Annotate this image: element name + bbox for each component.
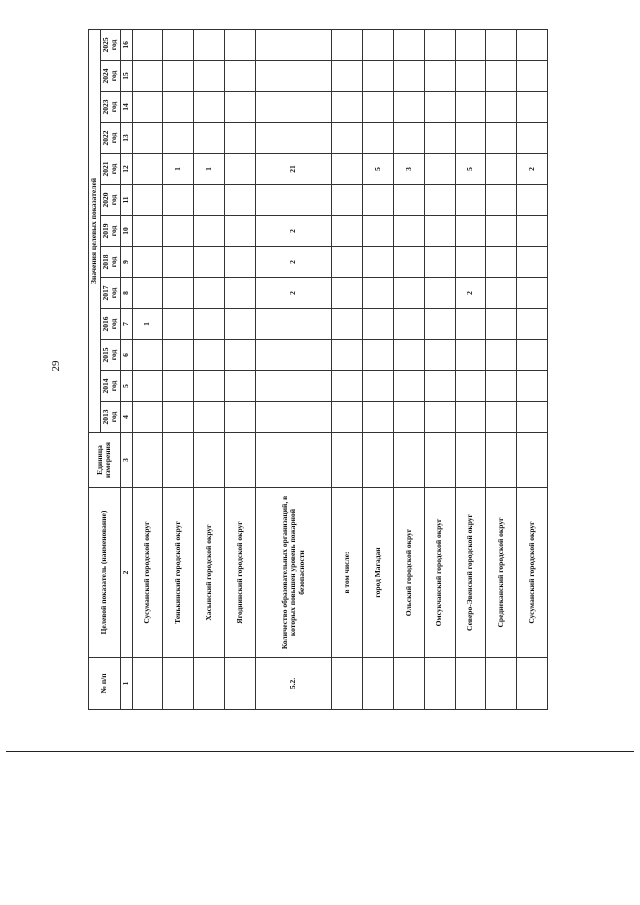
value-cell xyxy=(393,309,424,340)
column-number: 9 xyxy=(120,247,132,278)
value-cell xyxy=(224,92,255,123)
column-number: 4 xyxy=(120,402,132,433)
indicator-table xyxy=(88,29,548,710)
value-cell xyxy=(517,371,548,402)
value-cell xyxy=(486,154,517,185)
value-cell xyxy=(132,278,163,309)
header-year: 2022 год xyxy=(100,123,120,154)
value-cell xyxy=(332,92,363,123)
value-cell xyxy=(455,92,486,123)
value-cell xyxy=(255,92,332,123)
value-cell xyxy=(424,29,455,60)
value-cell xyxy=(455,247,486,278)
unit-cell xyxy=(163,433,194,488)
value-cell xyxy=(424,154,455,185)
unit-cell xyxy=(194,433,225,488)
value-cell xyxy=(486,123,517,154)
row-number xyxy=(194,658,225,710)
value-cell: 21 xyxy=(255,154,332,185)
value-cell xyxy=(393,185,424,216)
row-number xyxy=(224,658,255,710)
value-cell xyxy=(332,185,363,216)
value-cell xyxy=(224,123,255,154)
value-cell xyxy=(455,216,486,247)
value-cell xyxy=(393,92,424,123)
value-cell xyxy=(393,278,424,309)
header-values-group: Значения целевых показателей xyxy=(89,29,101,432)
value-cell xyxy=(224,185,255,216)
value-cell xyxy=(224,402,255,433)
value-cell xyxy=(363,29,394,60)
column-number-row xyxy=(120,29,132,709)
value-cell xyxy=(486,309,517,340)
indicator-name: город Магадан xyxy=(363,488,394,658)
value-cell xyxy=(163,340,194,371)
value-cell xyxy=(194,309,225,340)
value-cell xyxy=(163,61,194,92)
header-row-1 xyxy=(89,29,101,709)
column-number: 5 xyxy=(120,371,132,402)
value-cell xyxy=(393,61,424,92)
value-cell xyxy=(332,371,363,402)
value-cell xyxy=(224,340,255,371)
value-cell xyxy=(224,61,255,92)
header-indicator: Целевой показатель (наименование) xyxy=(89,488,121,658)
unit-cell xyxy=(517,433,548,488)
page-number: 29 xyxy=(50,360,62,372)
value-cell xyxy=(224,247,255,278)
value-cell xyxy=(424,340,455,371)
indicator-name: Хасынский городской округ xyxy=(194,488,225,658)
value-cell xyxy=(332,278,363,309)
value-cell xyxy=(194,216,225,247)
header-year: 2014 год xyxy=(100,371,120,402)
value-cell xyxy=(132,29,163,60)
table-row xyxy=(163,29,194,709)
value-cell xyxy=(424,123,455,154)
value-cell xyxy=(517,92,548,123)
value-cell xyxy=(163,29,194,60)
header-year: 2017 год xyxy=(100,278,120,309)
rotated-table xyxy=(88,30,548,710)
indicator-name: Ольский городской округ xyxy=(393,488,424,658)
value-cell xyxy=(393,371,424,402)
header-year: 2019 год xyxy=(100,216,120,247)
value-cell xyxy=(363,309,394,340)
value-cell xyxy=(255,340,332,371)
value-cell xyxy=(194,340,225,371)
value-cell xyxy=(486,371,517,402)
value-cell xyxy=(255,371,332,402)
value-cell: 2 xyxy=(255,216,332,247)
value-cell: 3 xyxy=(393,154,424,185)
unit-cell xyxy=(455,433,486,488)
table-row xyxy=(393,29,424,709)
value-cell xyxy=(393,402,424,433)
column-number: 7 xyxy=(120,309,132,340)
value-cell xyxy=(424,185,455,216)
value-cell xyxy=(163,371,194,402)
value-cell xyxy=(363,247,394,278)
value-cell xyxy=(255,29,332,60)
value-cell xyxy=(332,154,363,185)
table-row xyxy=(486,29,517,709)
value-cell xyxy=(455,371,486,402)
row-number xyxy=(132,658,163,710)
unit-cell xyxy=(486,433,517,488)
table-row xyxy=(194,29,225,709)
value-cell xyxy=(163,309,194,340)
value-cell xyxy=(517,340,548,371)
unit-cell xyxy=(132,433,163,488)
unit-cell xyxy=(363,433,394,488)
row-number xyxy=(363,658,394,710)
indicator-name: Сусуманский городской округ xyxy=(132,488,163,658)
value-cell xyxy=(255,123,332,154)
value-cell xyxy=(393,247,424,278)
unit-cell xyxy=(255,433,332,488)
row-number xyxy=(486,658,517,710)
value-cell xyxy=(163,216,194,247)
value-cell xyxy=(424,371,455,402)
value-cell xyxy=(194,123,225,154)
value-cell xyxy=(455,185,486,216)
value-cell xyxy=(393,340,424,371)
table-row xyxy=(132,29,163,709)
header-year: 2023 год xyxy=(100,92,120,123)
value-cell xyxy=(332,61,363,92)
value-cell xyxy=(517,247,548,278)
value-cell xyxy=(132,340,163,371)
value-cell xyxy=(163,123,194,154)
value-cell xyxy=(332,123,363,154)
value-cell xyxy=(517,278,548,309)
value-cell xyxy=(132,61,163,92)
value-cell xyxy=(486,247,517,278)
value-cell: 5 xyxy=(455,154,486,185)
value-cell xyxy=(455,309,486,340)
value-cell xyxy=(486,402,517,433)
value-cell xyxy=(517,309,548,340)
indicator-table-container xyxy=(88,30,548,710)
value-cell xyxy=(455,340,486,371)
value-cell xyxy=(163,185,194,216)
indicator-name: Омсукчанский городской округ xyxy=(424,488,455,658)
value-cell xyxy=(363,123,394,154)
value-cell xyxy=(132,216,163,247)
value-cell xyxy=(517,61,548,92)
value-cell: 1 xyxy=(132,309,163,340)
row-number xyxy=(455,658,486,710)
value-cell xyxy=(363,216,394,247)
value-cell xyxy=(132,123,163,154)
value-cell xyxy=(517,123,548,154)
value-cell: 2 xyxy=(255,247,332,278)
header-year: 2015 год xyxy=(100,340,120,371)
table-row xyxy=(363,29,394,709)
header-num: № п/п xyxy=(89,658,121,710)
value-cell xyxy=(332,29,363,60)
value-cell xyxy=(255,185,332,216)
value-cell xyxy=(194,29,225,60)
value-cell: 2 xyxy=(455,278,486,309)
value-cell: 1 xyxy=(194,154,225,185)
value-cell xyxy=(455,123,486,154)
value-cell: 1 xyxy=(163,154,194,185)
value-cell xyxy=(224,29,255,60)
value-cell xyxy=(332,216,363,247)
row-number xyxy=(424,658,455,710)
value-cell xyxy=(424,61,455,92)
value-cell: 2 xyxy=(517,154,548,185)
indicator-name: в том числе: xyxy=(332,488,363,658)
row-number xyxy=(163,658,194,710)
value-cell xyxy=(163,278,194,309)
row-number xyxy=(393,658,424,710)
value-cell xyxy=(255,61,332,92)
value-cell xyxy=(363,92,394,123)
value-cell xyxy=(486,61,517,92)
table-row xyxy=(517,29,548,709)
value-cell xyxy=(486,216,517,247)
value-cell xyxy=(132,185,163,216)
indicator-name: Сусуманский городской округ xyxy=(517,488,548,658)
table-row xyxy=(455,29,486,709)
table-row xyxy=(332,29,363,709)
header-year: 2024 год xyxy=(100,61,120,92)
column-number: 2 xyxy=(120,488,132,658)
value-cell xyxy=(132,371,163,402)
indicator-name: Тенькинский городской округ xyxy=(163,488,194,658)
indicator-name: Количество образовательных организаций, в которых повышен уровень пожарной безопасности xyxy=(255,488,332,658)
unit-cell xyxy=(424,433,455,488)
value-cell xyxy=(332,402,363,433)
row-number xyxy=(517,658,548,710)
value-cell xyxy=(486,185,517,216)
value-cell xyxy=(517,402,548,433)
unit-cell xyxy=(332,433,363,488)
column-number: 10 xyxy=(120,216,132,247)
value-cell xyxy=(194,61,225,92)
table-row xyxy=(424,29,455,709)
value-cell xyxy=(424,247,455,278)
column-number: 13 xyxy=(120,123,132,154)
indicator-name: Ягоднинский городской округ xyxy=(224,488,255,658)
value-cell xyxy=(332,340,363,371)
row-number: 5.2. xyxy=(255,658,332,710)
header-year: 2018 год xyxy=(100,247,120,278)
value-cell xyxy=(363,340,394,371)
table-body xyxy=(132,29,548,709)
value-cell xyxy=(194,278,225,309)
column-number: 12 xyxy=(120,154,132,185)
value-cell xyxy=(424,92,455,123)
value-cell xyxy=(517,216,548,247)
column-number: 16 xyxy=(120,29,132,60)
value-cell xyxy=(455,29,486,60)
value-cell xyxy=(224,154,255,185)
value-cell xyxy=(132,92,163,123)
value-cell xyxy=(163,402,194,433)
indicator-name: Среднеканский городской округ xyxy=(486,488,517,658)
header-year: 2013 год xyxy=(100,402,120,433)
value-cell xyxy=(424,216,455,247)
column-number: 14 xyxy=(120,92,132,123)
value-cell xyxy=(224,278,255,309)
column-number: 3 xyxy=(120,433,132,488)
value-cell xyxy=(486,92,517,123)
value-cell xyxy=(194,185,225,216)
header-year: 2021 год xyxy=(100,154,120,185)
value-cell xyxy=(163,92,194,123)
value-cell xyxy=(455,402,486,433)
value-cell xyxy=(424,309,455,340)
value-cell xyxy=(194,402,225,433)
column-number: 6 xyxy=(120,340,132,371)
value-cell xyxy=(194,92,225,123)
value-cell xyxy=(363,371,394,402)
row-number xyxy=(332,658,363,710)
table-row xyxy=(224,29,255,709)
value-cell xyxy=(332,309,363,340)
value-cell xyxy=(363,185,394,216)
header-year: 2020 год xyxy=(100,185,120,216)
value-cell xyxy=(517,29,548,60)
value-cell xyxy=(486,278,517,309)
value-cell xyxy=(224,216,255,247)
value-cell xyxy=(486,29,517,60)
value-cell xyxy=(393,29,424,60)
value-cell: 5 xyxy=(363,154,394,185)
value-cell xyxy=(132,402,163,433)
column-number: 8 xyxy=(120,278,132,309)
value-cell xyxy=(194,371,225,402)
value-cell xyxy=(455,61,486,92)
value-cell xyxy=(194,247,225,278)
value-cell xyxy=(363,278,394,309)
header-year: 2025 год xyxy=(100,29,120,60)
column-number: 1 xyxy=(120,658,132,710)
value-cell xyxy=(255,309,332,340)
unit-cell xyxy=(393,433,424,488)
value-cell xyxy=(255,402,332,433)
value-cell xyxy=(224,371,255,402)
column-number: 15 xyxy=(120,61,132,92)
indicator-name: Северо-Эвенский городской округ xyxy=(455,488,486,658)
value-cell xyxy=(163,247,194,278)
value-cell xyxy=(424,278,455,309)
value-cell xyxy=(332,247,363,278)
value-cell xyxy=(393,216,424,247)
column-number: 11 xyxy=(120,185,132,216)
value-cell xyxy=(486,340,517,371)
value-cell xyxy=(224,309,255,340)
value-cell xyxy=(424,402,455,433)
value-cell xyxy=(363,402,394,433)
value-cell xyxy=(132,154,163,185)
value-cell xyxy=(393,123,424,154)
header-unit: Единица измерения xyxy=(89,433,121,488)
header-year: 2016 год xyxy=(100,309,120,340)
value-cell: 2 xyxy=(255,278,332,309)
value-cell xyxy=(132,247,163,278)
table-row xyxy=(255,29,332,709)
value-cell xyxy=(363,61,394,92)
value-cell xyxy=(517,185,548,216)
horizontal-rule xyxy=(6,751,634,752)
unit-cell xyxy=(224,433,255,488)
